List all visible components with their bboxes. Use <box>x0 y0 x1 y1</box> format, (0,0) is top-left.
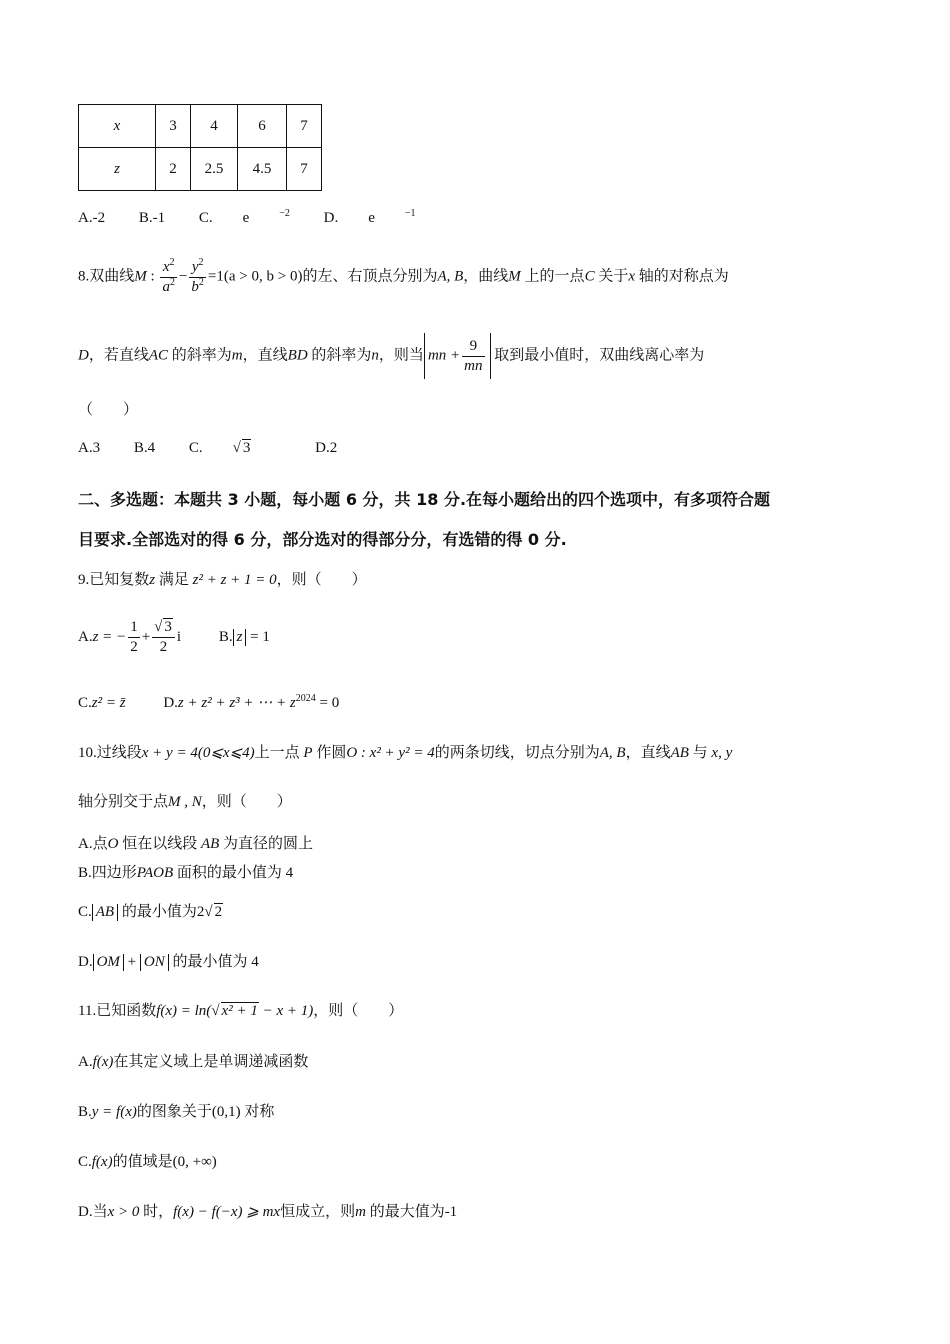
value-table <box>78 104 322 191</box>
table-cell: 7 <box>287 148 322 191</box>
q7-options <box>78 210 446 227</box>
q8-paren: （ ） <box>78 402 139 418</box>
option-c: C. √ 3 <box>188 440 251 456</box>
section-heading-line2: 目要求.全部选对的得 6 分，部分选对的得部分分，有选错的得 0 分. <box>78 530 567 549</box>
table-row <box>79 105 322 148</box>
q11-option-c: C.f(x)的值域是(0, +∞) <box>78 1154 217 1170</box>
q10-stem-line1: 10.过线段x + y = 4(0⩽x⩽4)上一点 P 作圆O : x² + y² = 4的两条切线，切点分别为A, B，直线AB 与 x, y <box>78 745 733 761</box>
option-a: A.-2 <box>78 210 106 226</box>
table-cell: 4.5 <box>238 148 287 191</box>
option-d: D. e $^{-1}$ <box>323 208 416 226</box>
table-cell: 2.5 <box>191 148 238 191</box>
q10-option-b: B.四边形PAOB 面积的最小值为 4 <box>78 865 294 881</box>
option-d: D.2 <box>315 440 338 456</box>
option-b: B.4 <box>133 440 156 456</box>
q8-options <box>78 439 367 457</box>
option-a: A.z = − $\frac{1}{2}$ + $\frac{√ 3}{2}$ i <box>78 619 182 655</box>
q11-option-b: B.y = f(x)的图象关于(0,1) 对称 <box>78 1104 275 1120</box>
table-cell: 2 <box>156 148 191 191</box>
option-a: A.3 <box>78 440 101 456</box>
q10-option-a: A.点O 恒在以线段 AB 为直径的圆上 <box>78 836 314 852</box>
table-cell: 7 <box>287 105 322 148</box>
q8-stem-line1: 8.双曲线M : $\frac{x^2}{a^2}$ − $\frac{y^2}{b^2}$ =1(a > 0, b > 0)的左、右顶点分别为A, B，曲线M 上的一点C 关于x 轴的对称点为 <box>78 257 729 295</box>
table-cell: 6 <box>238 105 287 148</box>
section-heading-line1: 二、多选题：本题共 3 小题，每小题 6 分，共 18 分.在每小题给出的四个选项中，有多项符合题 <box>78 490 771 509</box>
q10-stem-line2: 轴分别交于点M , N，则（ ） <box>78 794 292 810</box>
q9-stem: 9.已知复数z 满足 z² + z + 1 = 0，则（ ） <box>78 572 367 588</box>
table-cell: 3 <box>156 105 191 148</box>
q9-options-ab <box>78 618 270 657</box>
q10-option-c: C. AB 的最小值为2√ 2 <box>78 904 223 920</box>
q11-stem: 11.已知函数f(x) = ln(√ x² + 1 − x + 1)，则（ ） <box>78 1003 404 1019</box>
option-c: C. e $^{-2}$ <box>198 208 290 226</box>
q9-options-cd <box>78 693 339 712</box>
option-c: C.z² = z̄ <box>78 695 126 711</box>
q8-stem-line2: D，若直线AC 的斜率为m，直线BD 的斜率为n，则当 mn + $\frac{9}{mn}$ 取到最小值时，双曲线离心率为 <box>78 333 704 379</box>
option-d: D.z + z² + z³ + ⋯ + $z^{2024} = 0$ <box>163 693 340 711</box>
table-row <box>79 148 322 191</box>
option-b: B. z = 1 <box>218 628 270 645</box>
table-cell: x <box>79 105 156 148</box>
table-cell: 4 <box>191 105 238 148</box>
table-cell: z <box>79 148 156 191</box>
option-b: B.-1 <box>138 210 166 226</box>
q11-option-a: A.f(x)在其定义域上是单调递减函数 <box>78 1054 309 1070</box>
q11-option-d: D.当x > 0 时，f(x) − f(−x) ⩾ mx恒成立，则m 的最大值为-1 <box>78 1204 458 1220</box>
q10-option-d: D. OM + ON 的最小值为 4 <box>78 954 259 970</box>
